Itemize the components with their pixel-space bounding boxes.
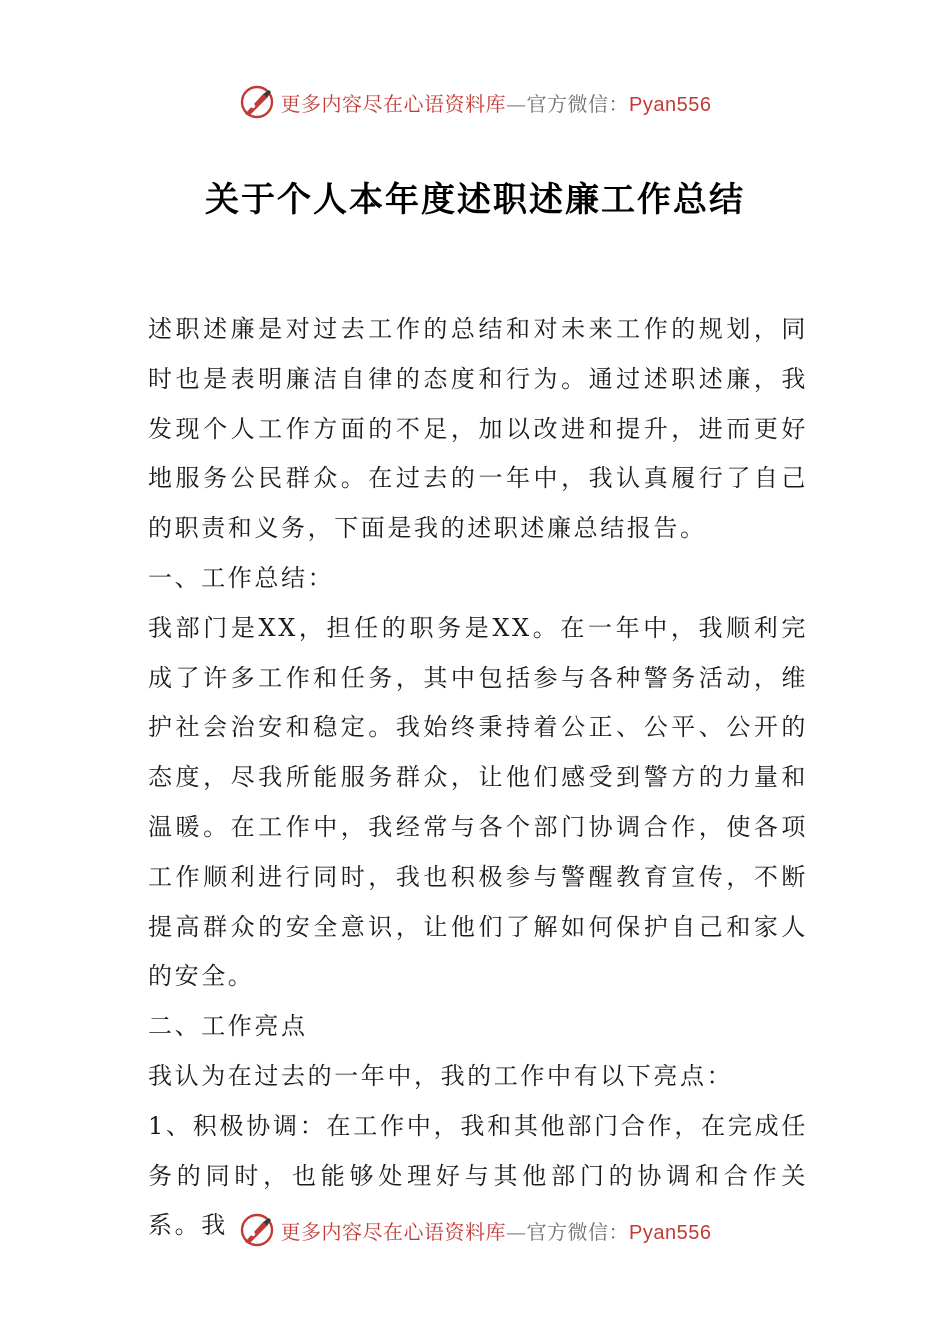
document-body xyxy=(148,305,808,1251)
banner-separator: — xyxy=(506,1219,527,1244)
banner-text xyxy=(281,1216,712,1245)
banner-wechat-label: 官方微信： xyxy=(526,91,630,116)
banner-wechat-id: Pyan556 xyxy=(629,93,712,116)
footer-banner xyxy=(0,1208,950,1252)
pen-nib-circle-icon xyxy=(239,84,275,120)
paragraph-highlights-intro: 我认为在过去的一年中，我的工作中有以下亮点： xyxy=(148,1061,734,1090)
page-title: 关于个人本年度述职述廉工作总结 xyxy=(205,180,745,220)
pen-nib-circle-icon xyxy=(239,1212,275,1248)
banner-wechat-label: 官方微信： xyxy=(526,1219,630,1244)
header-banner xyxy=(0,80,950,124)
banner-main-text: 更多内容尽在心语资料库 xyxy=(280,91,507,116)
banner-main-text: 更多内容尽在心语资料库 xyxy=(280,1219,507,1244)
paragraph-highlight-1: 1、积极协调：在工作中，我和其他部门合作，在完成任务的同时，也能够处理好与其他部门的协调和合作关系。我 xyxy=(148,1111,808,1240)
paragraph-intro: 述职述廉是对过去工作的总结和对未来工作的规划，同时也是表明廉洁自律的态度和行为。通过述职述廉，我发现个人工作方面的不足，加以改进和提升，进而更好地服务公民群众。在过去的一年中，我认真履行了自己的职责和义务，下面是我的述职述廉总结报告。 xyxy=(148,315,808,543)
banner-separator: — xyxy=(506,91,527,116)
banner-text xyxy=(281,88,712,117)
paragraph-work-summary: 我部门是XX，担任的职务是XX。在一年中，我顺利完成了许多工作和任务，其中包括参与各种警务活动，维护社会治安和稳定。我始终秉持着公正、公平、公开的态度，尽我所能服务群众，让他们感受到警方的力量和温暖。在工作中，我经常与各个部门协调合作，使各项工作顺利进行同时，我也积极参与警醒教育宣传，不断提高群众的安全意识，让他们了解如何保护自己和家人的安全。 xyxy=(148,613,808,991)
section-heading-work-summary: 一、工作总结： xyxy=(148,563,335,592)
section-heading-highlights: 二、工作亮点 xyxy=(148,1012,308,1041)
banner-wechat-id: Pyan556 xyxy=(629,1221,712,1244)
